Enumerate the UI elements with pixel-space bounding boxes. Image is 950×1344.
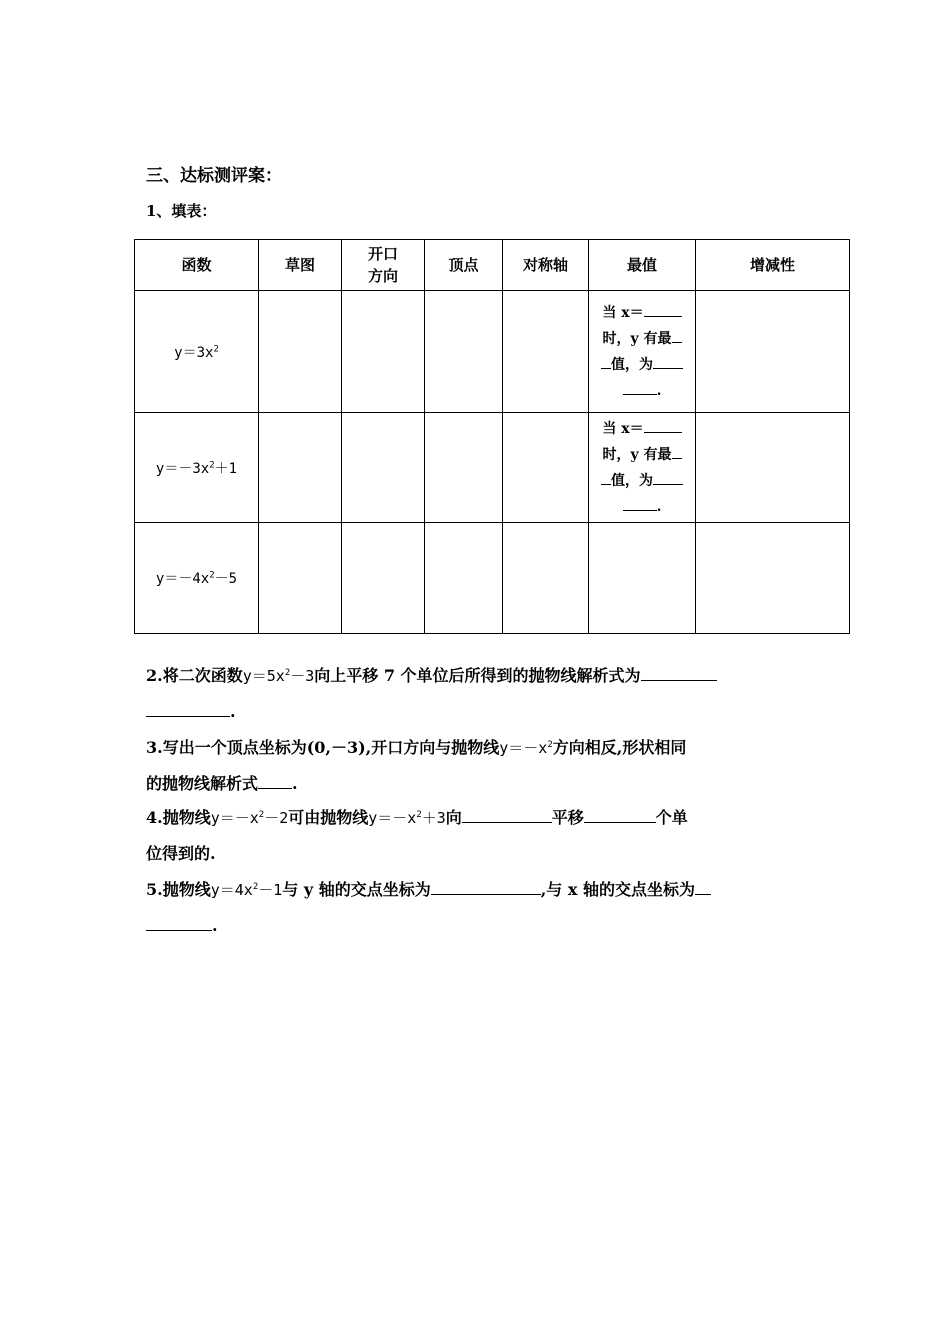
answer-blank[interactable] [641,666,717,681]
function-cell [135,523,259,634]
header-extremum: 最值 [589,240,696,291]
extremum-cell[interactable]: 当 x＝ 时，y 有最 值，为 . [589,291,696,413]
vertex-cell[interactable] [425,291,503,413]
extremum-cell[interactable]: 当 x＝ 时，y 有最 值，为 . [589,413,696,523]
question-2: 2.将二次函数$y=5x^2-3$向上平移 7 个单位后所得到的抛物线解析式为 . [146,658,812,730]
function-cell [135,413,259,523]
header-axis: 对称轴 [503,240,589,291]
question-3: 3.写出一个顶点坐标为(0,－3),开口方向与抛物线$y=-x^2$方向相反,形状相同 的抛物线解析式 . [146,738,687,793]
table-row [135,523,850,634]
section-title: 三、达标测评案： [146,166,282,186]
answer-blank[interactable] [584,808,656,823]
answer-blank[interactable] [431,880,541,895]
sketch-cell[interactable] [259,413,342,523]
vertex-cell[interactable] [425,523,503,634]
answer-blank[interactable] [258,774,292,789]
opening-cell[interactable] [342,523,425,634]
header-open-line1: 开口 [367,245,398,263]
answer-blank[interactable] [146,702,230,717]
monotonicity-cell[interactable] [696,413,850,523]
answer-blank[interactable] [462,808,552,823]
fill-table-subtitle: 1、填表： [146,202,217,220]
function-formula: $y=-4x^2-5$ [155,570,238,587]
table-row [135,413,850,523]
header-opening-direction [342,240,425,291]
opening-cell[interactable] [342,413,425,523]
function-formula: $y=-3x^2+1$ [155,459,238,477]
question-4: 4.抛物线$y=-x^2-2$可由抛物线$y=-x^2+3$向 平移 个单 位得到的. [146,808,688,863]
monotonicity-cell[interactable] [696,291,850,413]
monotonicity-cell[interactable] [696,523,850,634]
sketch-cell[interactable] [259,291,342,413]
axis-cell[interactable] [503,413,589,523]
answer-blank[interactable] [146,916,212,931]
opening-cell[interactable] [342,291,425,413]
function-formula: $y=3x^2$ [174,343,219,361]
header-monotonicity: 增减性 [696,240,850,291]
header-open-line2: 方向 [367,267,398,285]
table-row [135,291,850,413]
header-vertex: 顶点 [425,240,503,291]
extremum-cell[interactable] [589,523,696,634]
table-header-row [135,240,850,291]
answer-blank[interactable] [695,880,711,895]
axis-cell[interactable] [503,523,589,634]
header-sketch: 草图 [259,240,342,291]
function-cell [135,291,259,413]
function-table [134,239,850,634]
header-function: 函数 [135,240,259,291]
vertex-cell[interactable] [425,413,503,523]
question-5: 5.抛物线$y=4x^2-1$与 y 轴的交点坐标为 ,与 x 轴的交点坐标为 . [146,872,812,944]
axis-cell[interactable] [503,291,589,413]
sketch-cell[interactable] [259,523,342,634]
